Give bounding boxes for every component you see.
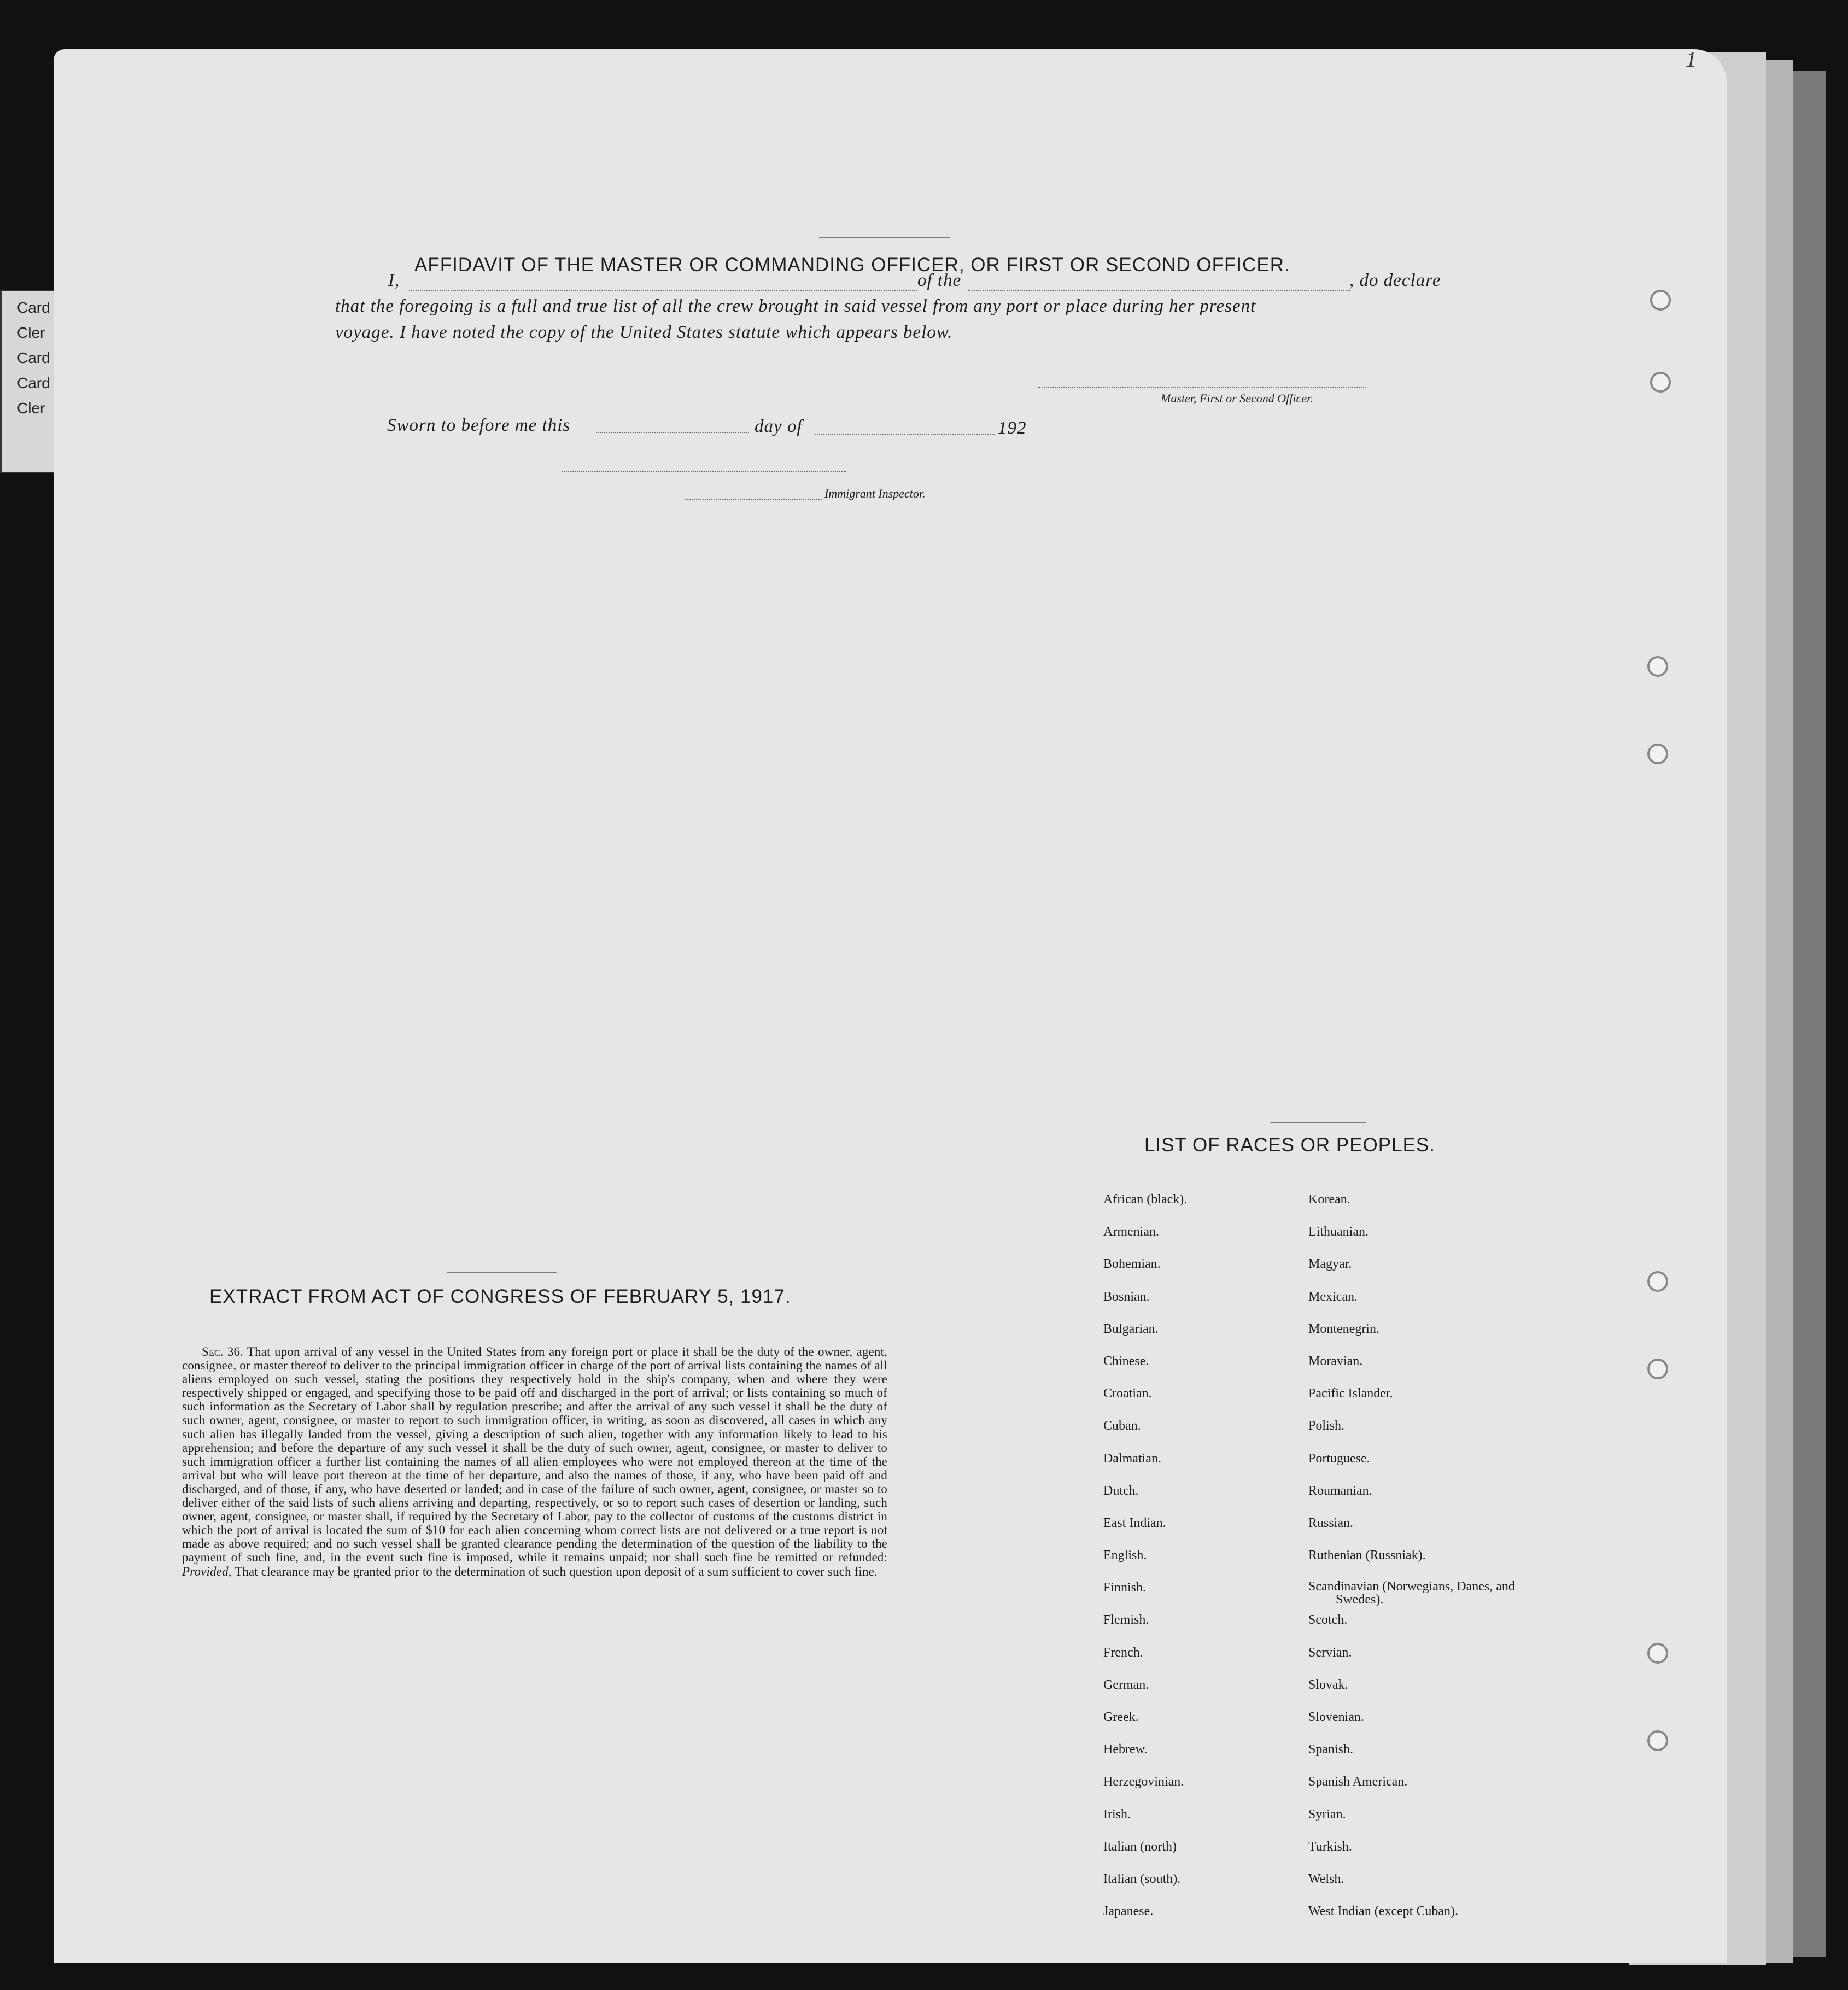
strip-label: Card <box>17 299 50 316</box>
race-item: Finnish. <box>1103 1581 1147 1595</box>
race-item: English. <box>1103 1548 1147 1563</box>
race-item: French. <box>1103 1645 1143 1660</box>
race-item: Bulgarian. <box>1103 1321 1159 1336</box>
race-item: Russian. <box>1308 1515 1354 1530</box>
race-item: Bohemian. <box>1103 1257 1161 1272</box>
race-item: Roumanian. <box>1308 1483 1372 1498</box>
provided-word: Provided, <box>182 1564 232 1578</box>
race-item: Turkish. <box>1308 1839 1352 1854</box>
race-item: Irish. <box>1103 1807 1131 1822</box>
binder-hole <box>1647 1730 1668 1751</box>
binder-hole <box>1647 1643 1668 1664</box>
race-item: Moravian. <box>1308 1354 1363 1368</box>
inspector-line[interactable] <box>562 471 846 472</box>
race-item: Pacific Islander. <box>1308 1386 1393 1401</box>
binder-hole <box>1647 656 1668 677</box>
race-item: Slovak. <box>1308 1677 1348 1692</box>
section-label: Sec. 36. <box>202 1345 244 1359</box>
declarant-name-line[interactable] <box>409 290 917 291</box>
sworn-label: Sworn to before me this <box>387 415 571 435</box>
race-item: Hebrew. <box>1103 1742 1148 1757</box>
races-rule <box>1270 1122 1366 1123</box>
race-item: Dalmatian. <box>1103 1451 1161 1466</box>
race-item: Chinese. <box>1103 1354 1149 1368</box>
race-item: German. <box>1103 1677 1149 1692</box>
day-line[interactable] <box>596 432 749 433</box>
binder-hole <box>1650 290 1671 311</box>
race-item: Scotch. <box>1308 1613 1348 1628</box>
race-item: Flemish. <box>1103 1613 1149 1628</box>
statute-paragraph <box>182 1345 887 1578</box>
race-item: Armenian. <box>1103 1225 1159 1239</box>
binder-hole <box>1647 744 1668 764</box>
race-item: Croatian. <box>1103 1386 1152 1401</box>
race-item: Scandinavian (Norwegians, Danes, and Swedes). <box>1308 1579 1515 1607</box>
race-item: Montenegrin. <box>1308 1321 1379 1336</box>
races-column-right <box>1308 1192 1516 1936</box>
race-item: Spanish American. <box>1308 1775 1408 1789</box>
race-item: Slovenian. <box>1308 1710 1364 1724</box>
statute-text: That upon arrival of any vessel in the United States from any foreign port or place it shall be the duty of the owner, agent, consignee, or master thereof to deliver to the principal immigration officer in charge of the port of arrival lists containing the names of all aliens employed on such vessel, stating the positions they respectively hold in the ship's company, when and where they were respectively shipped or engaged, and specifying those to be paid off and discharged in the port of arrival; or lists containing so much of such information as the Secretary of Labor shall by regulation prescribe; and after the arrival of any such vessel it shall be the duty of such owner, agent, consignee, or master to report to such immigration officer, in writing, as soon as discovered, all cases in which any such alien has illegally landed from the vessel, giving a description of such alien, together with any information likely to lead to his apprehension; and before the departure of any such vessel it shall be the duty of such owner, agent, consignee, or master to deliver to such immigration officer a further list containing the names of all alien employees who were not employed thereon at the time of the arrival but who will leave port thereon at the time of her departure, and also the names of those, if any, who have been paid off and discharged, and of those, if any, who have deserted or landed; and in case of the failure of such owner, agent, consignee, or master so to deliver either of the said lists of such aliens arriving and departing, respectively, or so to report such cases of desertion or landing, such owner, agent, consignee, or master shall, if required by the Secretary of Labor, pay to the collector of customs of the customs district in which the port of arrival is located the sum of $10 for each alien concerning whom correct lists are not delivered or a true report is not made as above required; and no such vessel shall be granted clearance pending the determination of the question of the liability to the payment of such fine, and, in the event such fine is imposed, while it remains unpaid; nor shall such fine be remitted or refunded: <box>182 1345 887 1565</box>
signature-line[interactable] <box>1038 387 1366 388</box>
document-page <box>54 49 1727 1963</box>
extract-title: EXTRACT FROM ACT OF CONGRESS OF FEBRUARY 5, 1917. <box>209 1286 791 1307</box>
race-item: Polish. <box>1308 1419 1345 1433</box>
race-item: Lithuanian. <box>1308 1225 1369 1239</box>
month-line[interactable] <box>815 434 995 435</box>
declare-label: , do declare <box>1349 271 1441 290</box>
declaration-text: that the foregoing is a full and true list of all the crew brought in said vessel from any port or place during her present <box>335 296 1256 316</box>
races-column-left <box>1103 1192 1187 1936</box>
race-item: Syrian. <box>1308 1807 1346 1822</box>
race-item: Herzegovinian. <box>1103 1775 1184 1789</box>
race-item: Magyar. <box>1308 1257 1352 1272</box>
year-label: 192 <box>998 418 1027 438</box>
race-item: Italian (south). <box>1103 1871 1181 1886</box>
vessel-name-line[interactable] <box>968 290 1350 291</box>
title-rule <box>819 237 950 238</box>
race-item: Korean. <box>1308 1192 1350 1207</box>
strip-label: Card <box>17 374 50 391</box>
race-item: Ruthenian (Russniak). <box>1308 1548 1426 1563</box>
race-item: African (black). <box>1103 1192 1188 1207</box>
race-item: Welsh. <box>1308 1871 1344 1886</box>
inspector-caption: Immigrant Inspector. <box>824 487 926 500</box>
race-item: Cuban. <box>1103 1419 1141 1433</box>
race-item: Italian (north) <box>1103 1839 1177 1854</box>
left-card-strip <box>0 290 57 473</box>
race-item: Mexican. <box>1308 1289 1358 1304</box>
race-item: Greek. <box>1103 1710 1139 1724</box>
vessel-label: of the <box>917 271 962 290</box>
race-item: West Indian (except Cuban). <box>1308 1904 1458 1919</box>
affidavit-title: AFFIDAVIT OF THE MASTER OR COMMANDING OFFICER, OR FIRST OR SECOND OFFICER. <box>414 254 1290 276</box>
binder-hole <box>1650 372 1671 393</box>
races-title: LIST OF RACES OR PEOPLES. <box>1144 1134 1436 1156</box>
signature-caption: Master, First or Second Officer. <box>1161 391 1313 405</box>
declarant-label: I, <box>388 271 400 290</box>
race-item: Japanese. <box>1103 1904 1154 1919</box>
statute-text: That clearance may be granted prior to the determination of such question upon deposit of a sum sufficient to cover such fine. <box>235 1564 878 1578</box>
race-item: Spanish. <box>1308 1742 1354 1757</box>
race-item: East Indian. <box>1103 1515 1166 1530</box>
extract-rule <box>447 1272 557 1273</box>
declaration-text: voyage. I have noted the copy of the United States statute which appears below. <box>335 323 953 342</box>
race-item: Portuguese. <box>1308 1451 1370 1466</box>
binder-hole <box>1647 1359 1668 1379</box>
page-number: 1 <box>1686 47 1697 72</box>
strip-label: Card <box>17 349 50 366</box>
day-of-label: day of <box>755 417 803 436</box>
race-item: Bosnian. <box>1103 1289 1150 1304</box>
binder-hole <box>1647 1271 1668 1292</box>
inspector-line[interactable] <box>685 499 822 500</box>
race-item: Servian. <box>1308 1645 1352 1660</box>
strip-label: Cler <box>17 400 45 417</box>
race-item: Dutch. <box>1103 1483 1139 1498</box>
strip-label: Cler <box>17 324 45 341</box>
